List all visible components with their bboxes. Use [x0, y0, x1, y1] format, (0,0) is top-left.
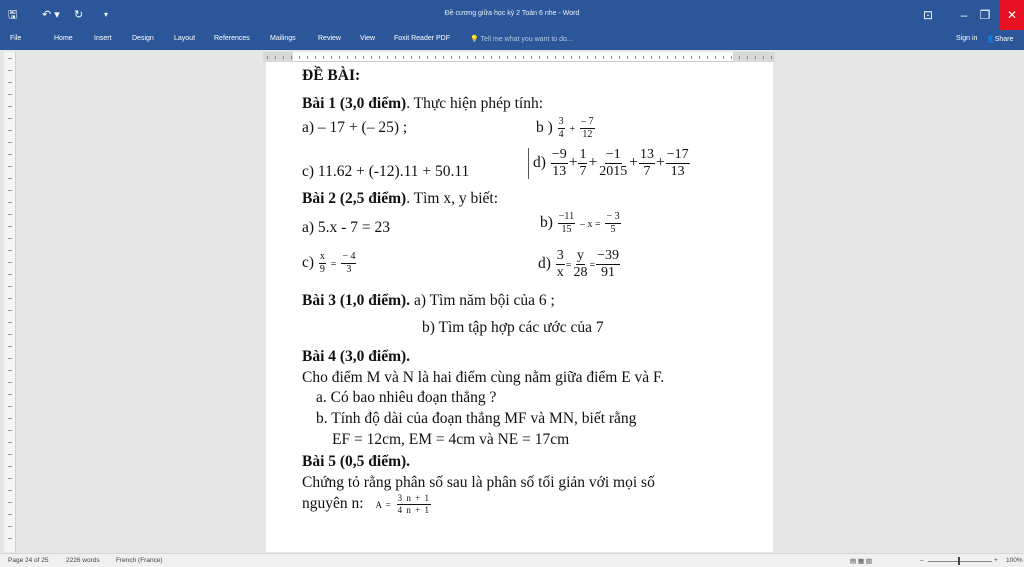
ruler-tick [699, 56, 700, 59]
ruler-tick [531, 56, 532, 59]
ruler-tick [515, 56, 516, 59]
ruler-tick [283, 56, 284, 59]
ruler-tick [8, 406, 12, 407]
vertical-ruler [4, 52, 16, 552]
ruler-tick [451, 56, 452, 59]
ruler-tick [8, 418, 12, 419]
bai2-a: a) 5.x - 7 = 23 [302, 219, 390, 236]
ruler-tick [267, 56, 268, 59]
ruler-tick [8, 154, 12, 155]
ruler-tick [307, 56, 308, 59]
tab-insert[interactable]: Insert [94, 35, 112, 42]
ruler-tick [755, 56, 756, 59]
person-icon: 👤 [986, 36, 995, 43]
ruler-tick [8, 118, 12, 119]
title-bar [0, 0, 1024, 30]
ruler-tick [435, 56, 436, 59]
ruler-tick [339, 56, 340, 59]
ruler-tick [771, 56, 772, 59]
ruler-tick [8, 442, 12, 443]
ruler-tick [427, 56, 428, 59]
ruler-tick [8, 94, 12, 95]
horizontal-ruler [263, 52, 775, 62]
ruler-tick [8, 358, 12, 359]
ruler-tick [8, 538, 12, 539]
ruler-tick [363, 56, 364, 59]
tab-design[interactable]: Design [132, 35, 154, 42]
ruler-tick [8, 346, 12, 347]
ruler-tick [547, 56, 548, 59]
ruler-tick [587, 56, 588, 59]
language[interactable]: French (France) [116, 557, 163, 564]
tell-me-placeholder: Tell me what you want to do... [480, 36, 573, 43]
bai4-b: b. Tính độ dài của đoạn thẳng MF và MN, biết rằng [316, 410, 637, 427]
ruler-tick [8, 130, 12, 131]
ruler-tick [275, 56, 276, 59]
undo-icon[interactable]: ↶ ▾ [42, 9, 60, 21]
ruler-tick [571, 56, 572, 59]
ruler-tick [659, 56, 660, 59]
ruler-tick [8, 214, 12, 215]
ruler-tick [8, 526, 12, 527]
zoom-level[interactable]: 100% [1006, 557, 1023, 564]
zoom-in-button[interactable]: + [994, 557, 998, 564]
ruler-tick [8, 262, 12, 263]
word-count[interactable]: 2226 words [66, 557, 100, 564]
tab-layout[interactable]: Layout [174, 35, 196, 42]
bai1-a: a) – 17 + (– 25) ; [302, 119, 408, 136]
ruler-tick [8, 298, 12, 299]
ruler-tick [731, 56, 732, 59]
view-mode-icons[interactable]: ▤ ▦ ▧ [850, 558, 873, 565]
ruler-tick [579, 56, 580, 59]
ruler-tick [8, 142, 12, 143]
ruler-tick [323, 56, 324, 59]
ruler-tick [619, 56, 620, 59]
zoom-out-button[interactable]: – [920, 557, 924, 564]
ribbon-tabs [0, 30, 1024, 50]
document-page[interactable] [266, 62, 773, 552]
bai4-a: a. Có bao nhiêu đoạn thẳng ? [316, 389, 497, 406]
bai1-title: Bài 1 (3,0 điểm). Thực hiện phép tính: [302, 95, 544, 112]
bai2-b: b) $\frac{-11}{15}$ – x = $\frac{- 3}{5}$ [540, 211, 620, 235]
ruler-tick [8, 322, 12, 323]
ruler-tick [739, 56, 740, 59]
bai1-d: d) $\frac{-9}{13}$ + $\frac{1}{7}$ + $\frac{-1}{2015}$ + $\frac{13}{7}$ + $\frac{-17}{13}$ [528, 148, 691, 179]
ruler-tick [371, 56, 372, 59]
bai2-c: c) $\frac{x}{9}$ = $\frac{- 4}{3}$ [302, 251, 356, 275]
tab-foxit-reader-pdf[interactable]: Foxit Reader PDF [394, 35, 451, 42]
document-title: Đề cương giữa học kỳ 2 Toán 6 nhe - Word [444, 10, 580, 17]
status-bar [0, 553, 1024, 567]
ruler-tick [651, 56, 652, 59]
ruler-tick [635, 56, 636, 59]
ribbon-display-options-icon[interactable]: ⊡ [922, 8, 934, 22]
page-counter[interactable]: Page 24 of 25 [8, 557, 49, 564]
close-button[interactable]: ✕ [1000, 0, 1024, 30]
ruler-tick [683, 56, 684, 59]
ruler-tick [467, 56, 468, 59]
save-icon[interactable]: 🖫 [8, 9, 18, 21]
bai5-title: Bài 5 (0,5 điểm). [302, 453, 411, 470]
ruler-tick [331, 56, 332, 59]
ruler-tick [347, 56, 348, 59]
ruler-tick [8, 202, 12, 203]
ruler-tick [419, 56, 420, 59]
ruler-tick [595, 56, 596, 59]
ruler-tick [475, 56, 476, 59]
exam-heading: ĐỀ BÀI: [302, 67, 361, 84]
zoom-slider-thumb[interactable] [958, 557, 960, 565]
ruler-tick [8, 514, 12, 515]
tab-view[interactable]: View [360, 35, 376, 42]
ruler-tick [523, 56, 524, 59]
bai2-title: Bài 2 (2,5 điểm). Tìm x, y biết: [302, 190, 499, 207]
ruler-tick [315, 56, 316, 59]
bai5-line1: Chứng tỏ rằng phân số sau là phân số tối giản với mọi số [302, 474, 655, 491]
zoom-slider[interactable] [928, 561, 992, 562]
ruler-tick [379, 56, 380, 59]
ruler-tick [8, 382, 12, 383]
ruler-tick [8, 106, 12, 107]
ruler-tick [603, 56, 604, 59]
ruler-tick [563, 56, 564, 59]
ruler-tick [8, 178, 12, 179]
ruler-tick [8, 394, 12, 395]
ruler-tick [355, 56, 356, 59]
tab-mailings[interactable]: Mailings [270, 35, 296, 42]
ruler-tick [387, 56, 388, 59]
ruler-tick [8, 370, 12, 371]
bai1-c: c) 11.62 + (-12).11 + 50.11 [302, 163, 470, 180]
ruler-tick [411, 56, 412, 59]
ruler-tick [291, 56, 292, 59]
ruler-tick [715, 56, 716, 59]
bai2-d: d) $\frac{3}{x}$ = $\frac{y}{28}$ = $\frac{-39}{91}$ [538, 248, 619, 280]
ruler-tick [8, 334, 12, 335]
ruler-tick [8, 502, 12, 503]
ruler-tick [8, 70, 12, 71]
restore-button[interactable]: ❐ [979, 8, 991, 22]
bai5-line2: nguyên n: A = $\frac{3 n + 1}{4 n + 1}$ [302, 493, 430, 515]
ruler-tick [8, 226, 12, 227]
ruler-tick [8, 274, 12, 275]
ruler-tick [763, 56, 764, 59]
tab-review[interactable]: Review [318, 35, 341, 42]
tell-me-search[interactable] [470, 35, 573, 43]
ruler-tick [459, 56, 460, 59]
ruler-tick [299, 56, 300, 59]
ruler-tick [443, 56, 444, 59]
ruler-tick [8, 310, 12, 311]
tab-references[interactable]: References [214, 35, 250, 42]
ruler-tick [8, 286, 12, 287]
share-label: Share [994, 36, 1014, 43]
ruler-tick [8, 466, 12, 467]
ruler-tick [707, 56, 708, 59]
tab-home[interactable]: Home [54, 35, 73, 42]
ruler-tick [499, 56, 500, 59]
sign-in-link[interactable]: Sign in [956, 35, 978, 42]
ruler-tick [8, 430, 12, 431]
bai3-b: b) Tìm tập hợp các ước của 7 [422, 319, 604, 336]
ruler-tick [8, 250, 12, 251]
ruler-tick [723, 56, 724, 59]
ruler-tick [8, 82, 12, 83]
bai4-b2: EF = 12cm, EM = 4cm và NE = 17cm [332, 431, 570, 448]
ruler-tick [555, 56, 556, 59]
tab-file[interactable]: File [10, 35, 22, 42]
ruler-tick [8, 190, 12, 191]
share-button[interactable] [986, 35, 1013, 43]
customize-qat-icon[interactable]: ▾ [104, 10, 109, 19]
ruler-tick [403, 56, 404, 59]
ruler-tick [627, 56, 628, 59]
lightbulb-icon: 💡 [470, 36, 481, 43]
minimize-button[interactable]: – [960, 8, 968, 22]
ruler-tick [611, 56, 612, 59]
ruler-tick [8, 478, 12, 479]
ruler-tick [8, 490, 12, 491]
ruler-tick [491, 56, 492, 59]
ruler-tick [539, 56, 540, 59]
ruler-tick [643, 56, 644, 59]
bai3-title: Bài 3 (1,0 điểm). a) Tìm năm bội của 6 ; [302, 292, 555, 309]
ruler-tick [8, 454, 12, 455]
ruler-tick [8, 166, 12, 167]
ruler-tick [8, 238, 12, 239]
bai1-b: b ) $\frac{3}{4}$ + $\frac{- 7}{12}$ [536, 116, 594, 140]
bai4-title: Bài 4 (3,0 điểm). [302, 348, 411, 365]
ruler-tick [747, 56, 748, 59]
ruler-tick [8, 58, 12, 59]
ruler-tick [691, 56, 692, 59]
ruler-tick [395, 56, 396, 59]
redo-icon[interactable]: ↻ [74, 9, 84, 21]
ruler-tick [667, 56, 668, 59]
ruler-tick [675, 56, 676, 59]
ruler-tick [483, 56, 484, 59]
bai4-line1: Cho điểm M và N là hai điểm cùng nằm giữa điểm E và F. [302, 369, 665, 386]
ruler-tick [507, 56, 508, 59]
